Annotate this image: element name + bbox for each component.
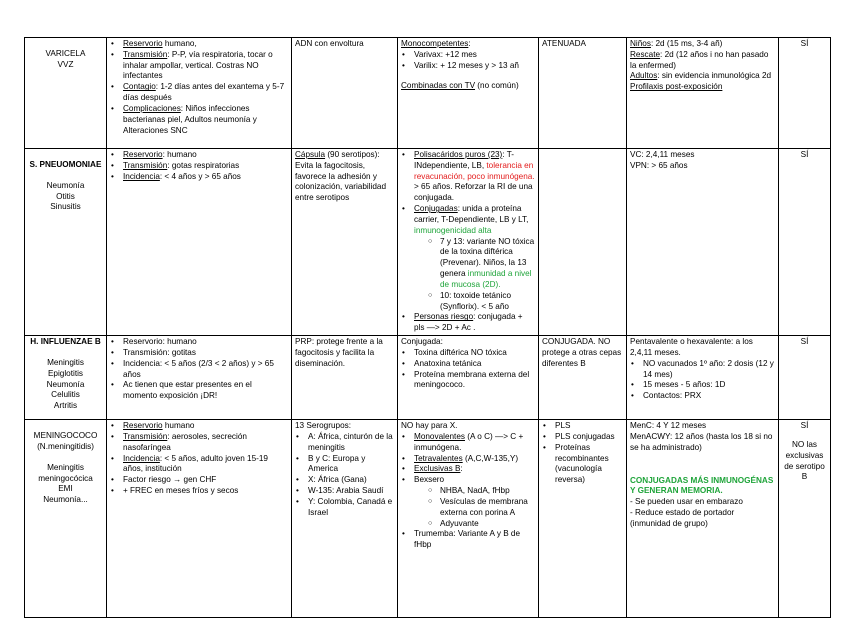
funded-cell: SÍ — [779, 38, 831, 149]
disease-item: Celulitis — [51, 390, 80, 400]
vaccine-item: • Varivax: +12 mes — [414, 50, 535, 61]
pathogen-cell — [25, 149, 107, 336]
type-cell — [539, 420, 627, 618]
clinical-item: • Transmisión: aerosoles, secreción nasofaríngea — [123, 432, 288, 454]
disease-item: Sinusitis — [50, 202, 81, 212]
clinical-cell — [107, 149, 292, 336]
type-cell — [539, 149, 627, 336]
serogroup-item: • Y: Colombia, Canadá e Israel — [308, 497, 394, 519]
vaccine-item: • Proteína membrana externa del meningococo. — [414, 370, 535, 392]
funded-note: NO las exclusivas de serotipo B — [784, 439, 825, 482]
clinical-item: • Reservorio: humano — [123, 337, 288, 348]
pathogen-name: H. INFLUENZAE B — [30, 337, 101, 347]
clinical-item: • Factor riesgo → gen CHF — [123, 475, 288, 486]
schedule-item: • 15 meses - 5 años: 1D — [643, 380, 775, 391]
disease-item: Neumonía... — [43, 495, 88, 505]
schedule-item: • NO vacunados 1º año: 2 dosis (12 y 14 mes) — [643, 359, 775, 381]
disease-item: Neumonía — [46, 180, 85, 190]
funded-cell: SÍ — [779, 336, 831, 420]
vaccine-cell: NO hay para X. • Monovalentes (A o C) —> C + inmunógena. • Tetravalentes (A,C,W-135,Y) • Exclusivas B: • Bexsero ○ NHBA, NadA, fHbp ○ Vesículas de membrana externa con porina A ○ Adyuvante • Trumemba: Variante A y B de fHbp — [398, 420, 539, 618]
pathogen-abbr: VVZ — [57, 59, 74, 69]
disease-item: Meningitis — [47, 357, 84, 367]
vaccine-item: • Varilix: + 12 meses y > 13 añ — [414, 61, 535, 72]
vaccine-item: • Exclusivas B: — [414, 464, 535, 475]
pathogen-name: VARICELA — [45, 49, 86, 58]
row-varicela — [25, 38, 831, 149]
clinical-item: • Transmisión: gotas respiratorias — [123, 161, 288, 172]
clinical-item: • Incidencia: < 5 años, adulto joven 15-19 años, institución — [123, 454, 288, 476]
funded-cell: SÍ NO las exclusivas de serotipo B — [779, 420, 831, 618]
vaccine-item: • Tetravalentes (A,C,W-135,Y) — [414, 454, 535, 465]
vaccine-item: • Monovalentes (A o C) —> C + inmunógena. — [414, 432, 535, 454]
pathogen-cell — [25, 38, 107, 149]
disease-item: Otitis — [56, 191, 75, 201]
clinical-item: • Transmisión: P-P, vía respiratoria, tocar o inhalar ampollar, vertical. Costras NO infectantes — [123, 50, 288, 82]
vaccine-subitem: ○ 7 y 13: variante NO tóxica de la toxina diftérica (Prevenar). Niños, la 13 genera inmunidad a nivel de mucosa (2D). — [440, 237, 535, 291]
vaccine-subitem: ○ Adyuvante — [440, 519, 535, 530]
clinical-cell — [107, 336, 292, 420]
antigen-cell: ADN con envoltura — [292, 38, 398, 149]
clinical-item: • Incidencia: < 5 años (2/3 < 2 años) y > 65 años — [123, 359, 288, 381]
vaccine-item: • Personas riesgo: conjugada + pls —> 2D + Ac . — [414, 312, 535, 334]
disease-item: Meningitis — [47, 462, 84, 472]
pathogen-name: S. PNEUOMONIAE — [29, 160, 102, 169]
highlight-note: CONJUGADAS MÁS INMUNOGÉNAS Y GENERAN MEMORIA. — [630, 475, 774, 496]
serogroup-item: • B y C: Europa y America — [308, 454, 394, 476]
disease-item: meningocócica — [38, 473, 93, 483]
serogroup-item: • X: África (Gana) — [308, 475, 394, 486]
row-meningococo — [25, 420, 831, 618]
disease-item: EMI — [58, 484, 73, 494]
vaccine-item: • Bexsero ○ NHBA, NadA, fHbp ○ Vesículas de membrana externa con porina A ○ Adyuvante — [414, 475, 535, 529]
type-item: • PLS — [555, 421, 623, 432]
schedule-cell: MenC: 4 Y 12 meses MenACWY: 12 años (hasta los 18 si no se ha administrado) CONJUGADAS MÁS INMUNOGÉNAS Y GENERAN MEMORIA. - Se pueden usar en embarazo - Reduce estado de portador (inmunidad de grupo) — [627, 420, 779, 618]
vaccine-item: • Conjugadas: unida a proteína carrier, T-Dependiente, LB y LT, inmunogenicidad alta ○ 7 y 13: variante NO tóxica de la toxina diftérica (Prevenar). Niños, la 13 genera inmunidad a nivel de mucosa (2D). ○ 10: toxoide tetánico (Synflorix). < 5 año — [414, 204, 535, 312]
clinical-item: • Contagio: 1-2 días antes del exantema y 5-7 días después — [123, 82, 288, 104]
vaccine-cell — [398, 149, 539, 336]
disease-item: Epiglotitis — [47, 368, 84, 378]
vaccine-cell: Conjugada: • Toxina diftérica NO tóxica • Anatoxina tetánica • Proteína membrana externa del meningococo. — [398, 336, 539, 420]
row-influenzae — [25, 336, 831, 420]
clinical-item: • Reservorio humano — [123, 421, 288, 432]
clinical-item: • Ac tienen que estar presentes en el momento exposición ¡DR! — [123, 380, 288, 402]
vaccine-item: • Polisacáridos puros (23): T-INdependiente, LB, tolerancia en revacunación, poco inmunógena. > 65 años. Reforzar la RI de una conjugada. — [414, 150, 535, 204]
clinical-item: • Reservorio: humano — [123, 150, 288, 161]
serogroup-item: • W-135: Arabia Saudí — [308, 486, 394, 497]
schedule-cell: Niños: 2d (15 ms, 3-4 añ) Rescate: 2d (12 años i no han pasado la enfermed) Adultos: sin evidencia inmunológica 2d Profilaxis post-exposición — [627, 38, 779, 149]
schedule-cell: VC: 2,4,11 meses VPN: > 65 años — [627, 149, 779, 336]
pathogen-name: MENINGOCOCO — [33, 431, 98, 441]
clinical-item: • + FREC en meses fríos y secos — [123, 486, 288, 497]
vaccine-subitem: ○ NHBA, NadA, fHbp — [440, 486, 535, 497]
type-item: • PLS conjugadas — [555, 432, 623, 443]
pathogen-cell — [25, 420, 107, 618]
type-item: • Proteínas recombinantes (vacunología reversa) — [555, 443, 623, 486]
clinical-item: • Transmisión: gotitas — [123, 348, 288, 359]
clinical-item: • Incidencia: < 4 años y > 65 años — [123, 172, 288, 183]
pathogen-cell — [25, 336, 107, 420]
disease-item: Neumonía — [46, 379, 85, 389]
vaccine-subitem: ○ 10: toxoide tetánico (Synflorix). < 5 año — [440, 291, 535, 313]
vaccine-table — [24, 37, 831, 618]
clinical-cell — [107, 420, 292, 618]
pathogen-abbr: (N.meningitidis) — [37, 441, 94, 451]
vaccine-item: • Toxina diftérica NO tóxica — [414, 348, 535, 359]
clinical-item: • Complicaciones: Niños infecciones bacterianas piel, Adultos neumonía y Alteraciones SNC — [123, 104, 288, 136]
vaccine-item: • Trumemba: Variante A y B de fHbp — [414, 529, 535, 551]
antigen-cell: PRP: protege frente a la fagocitosis y facilita la diseminación. — [292, 336, 398, 420]
clinical-cell — [107, 38, 292, 149]
antigen-cell: Cápsula (90 serotipos): Evita la fagocitosis, favorece la adhesión y colonización, variabilidad entre serotipos — [292, 149, 398, 336]
clinical-item: • Reservorio humano, — [123, 39, 288, 50]
vaccine-item: • Anatoxina tetánica — [414, 359, 535, 370]
schedule-item: • Contactos: PRX — [643, 391, 775, 402]
funded-cell: SÍ — [779, 149, 831, 336]
row-pneumoniae — [25, 149, 831, 336]
serogroup-item: • A: África, cinturón de la meningitis — [308, 432, 394, 454]
vaccine-cell: Monocompetentes: • Varivax: +12 mes • Varilix: + 12 meses y > 13 añ Combinadas con TV (no común) — [398, 38, 539, 149]
antigen-cell: 13 Serogrupos: • A: África, cinturón de la meningitis • B y C: Europa y America • X: África (Gana) • W-135: Arabia Saudí • Y: Colombia, Canadá e Israel — [292, 420, 398, 618]
type-cell: CONJUGADA. NO protege a otras cepas diferentes B — [539, 336, 627, 420]
schedule-cell: Pentavalente o hexavalente: a los 2,4,11 meses. • NO vacunados 1º año: 2 dosis (12 y 14 mes) • 15 meses - 5 años: 1D • Contactos: PRX — [627, 336, 779, 420]
type-cell: ATENUADA — [539, 38, 627, 149]
vaccine-subitem: ○ Vesículas de membrana externa con porina A — [440, 497, 535, 519]
disease-item: Artritis — [53, 401, 78, 411]
